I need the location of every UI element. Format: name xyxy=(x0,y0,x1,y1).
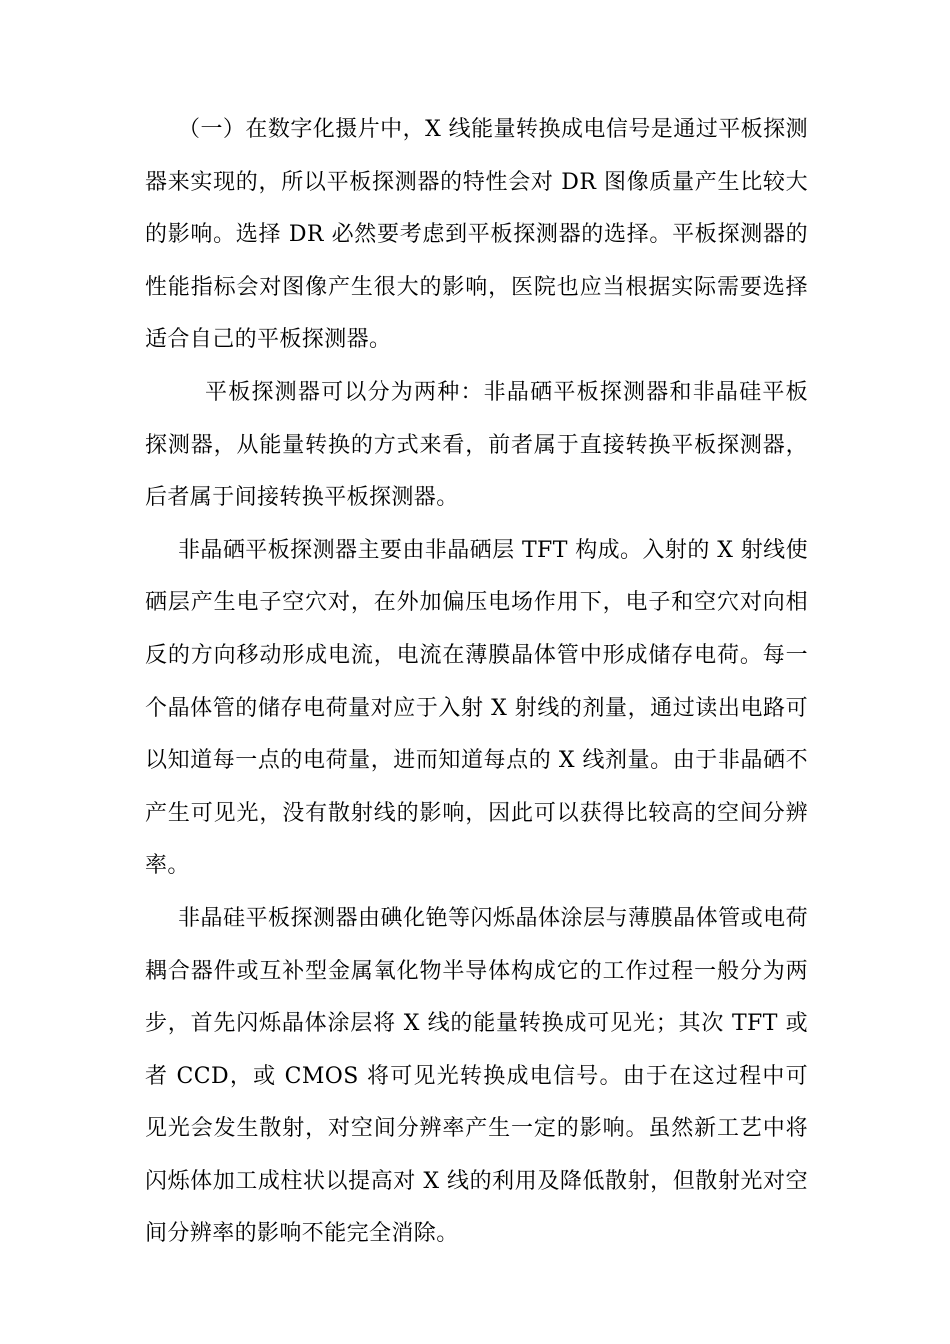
document-body xyxy=(145,104,808,1261)
paragraph-amorphous-selenium: 非晶硒平板探测器主要由非晶硒层 TFT 构成。入射的 X 射线使硒层产生电子空穴对，在外加偏压电场作用下，电子和空穴对向相反的方向移动形成电流，电流在薄膜晶体管中形成储存电荷。每一个晶体管的储存电荷量对应于入射 X 射线的剂量，通过读出电路可以知道每一点的电荷量，进而知道每点的 X 线剂量。由于非晶硒不产生可见光，没有散射线的影响，因此可以获得比较高的空间分辨率。 xyxy=(145,537,808,879)
paragraph-amorphous-silicon: 非晶硅平板探测器由碘化铯等闪烁晶体涂层与薄膜晶体管或电荷耦合器件或互补型金属氧化物半导体构成它的工作过程一般分为两步，首先闪烁晶体涂层将 X 线的能量转换成可见光；其次 TFT 或者 CCD，或 CMOS 将可见光转换成电信号。由于在这过程中可见光会发生散射，对空间分辨率产生一定的影响。虽然新工艺中将闪烁体加工成柱状以提高对 X 线的利用及降低散射，但散射光对空间分辨率的影响不能完全消除。 xyxy=(145,905,808,1247)
paragraph-detector-types: 平板探测器可以分为两种：非晶硒平板探测器和非晶硅平板探测器，从能量转换的方式来看，前者属于直接转换平板探测器，后者属于间接转换平板探测器。 xyxy=(145,379,808,511)
paragraph-intro: （一）在数字化摄片中，X 线能量转换成电信号是通过平板探测器来实现的，所以平板探测器的特性会对 DR 图像质量产生比较大的影响。选择 DR 必然要考虑到平板探测器的选择。平板探测器的性能指标会对图像产生很大的影响，医院也应当根据实际需要选择适合自己的平板探测器。 xyxy=(145,117,808,353)
